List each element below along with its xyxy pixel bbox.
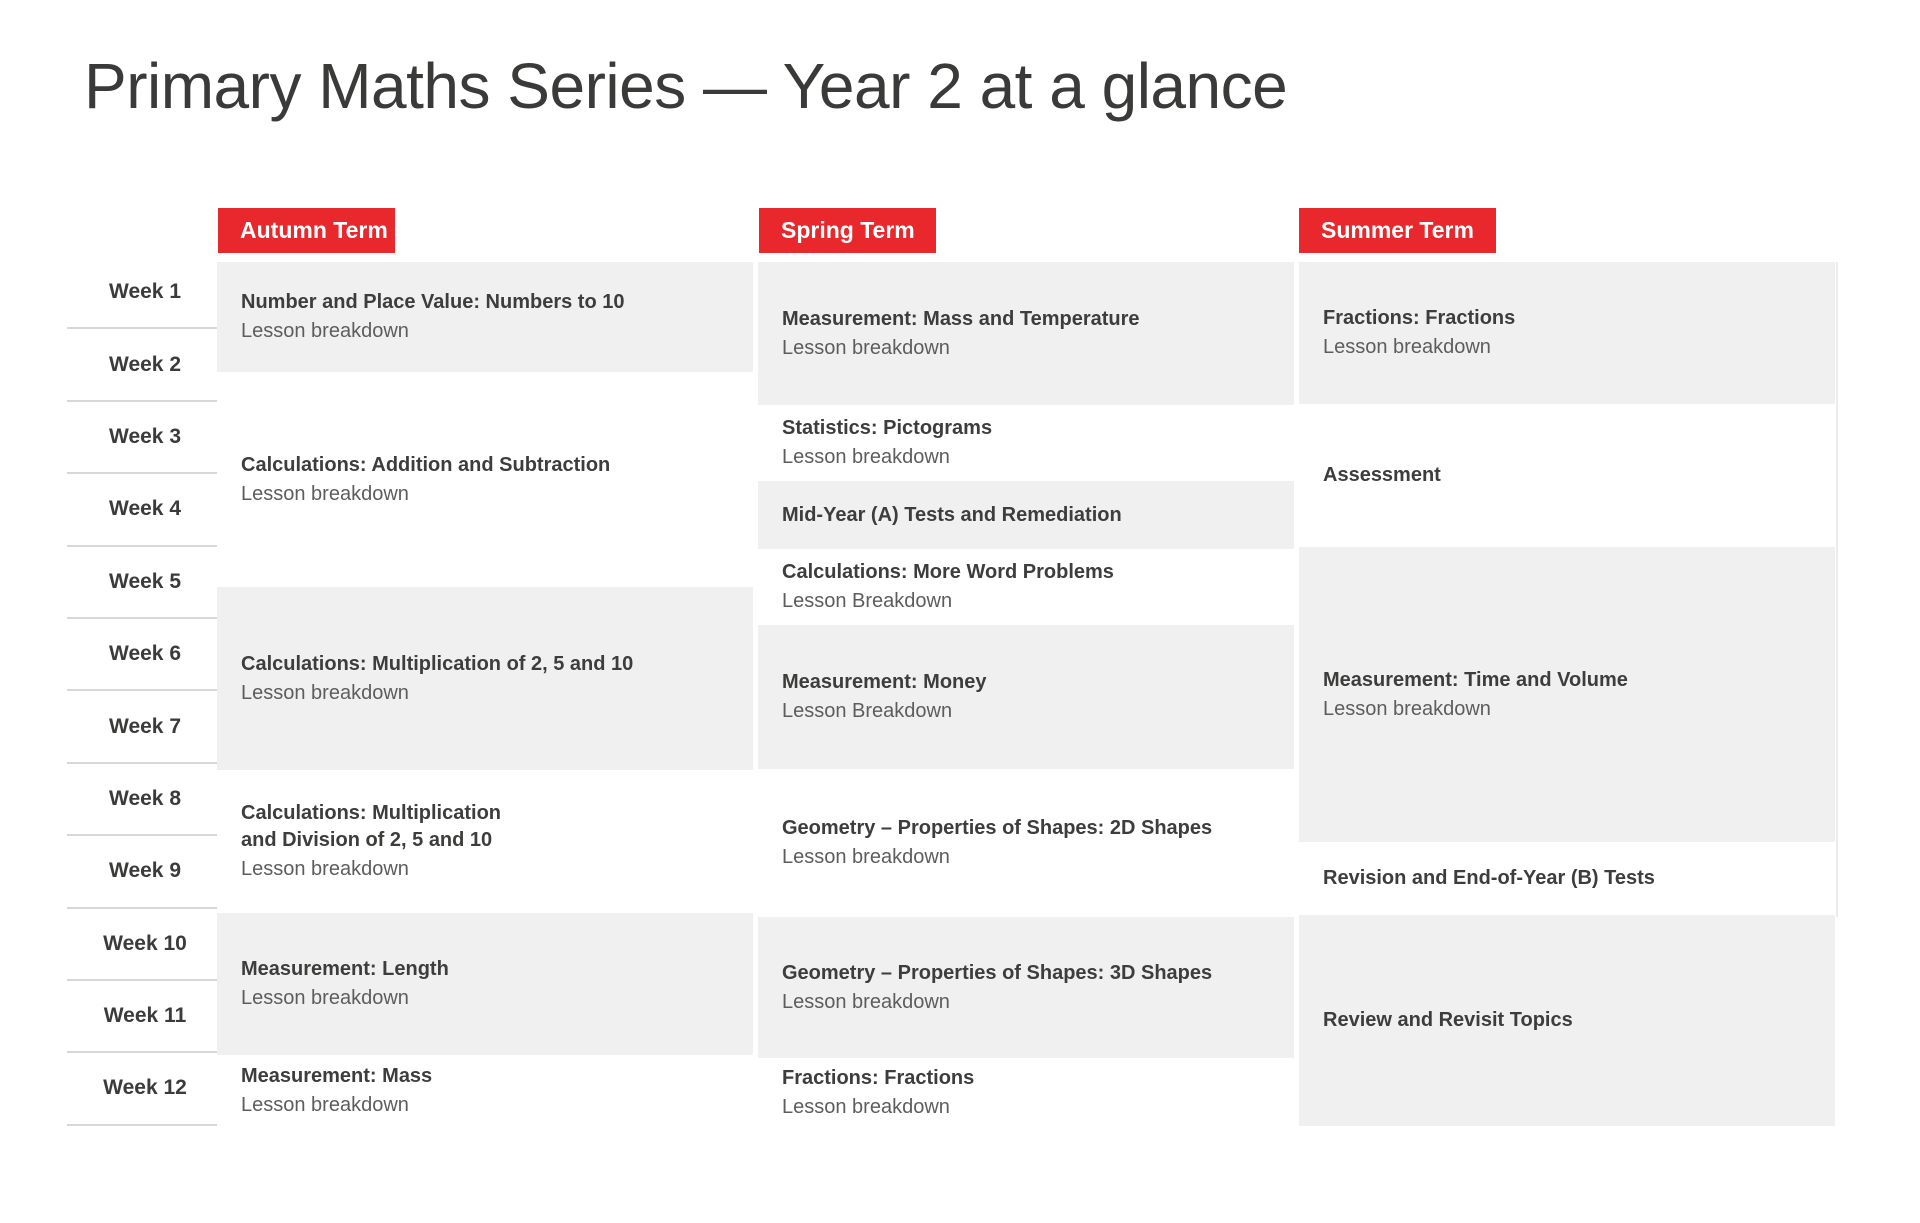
curriculum-block bbox=[1299, 404, 1835, 547]
block-title: Measurement: Money bbox=[782, 671, 987, 693]
block-subtitle: Lesson breakdown bbox=[241, 858, 409, 880]
block-title: Calculations: More Word Problems bbox=[782, 561, 1114, 583]
curriculum-block bbox=[758, 262, 1294, 405]
week-row bbox=[67, 764, 217, 836]
curriculum-block bbox=[1299, 842, 1835, 915]
curriculum-block bbox=[217, 1055, 753, 1126]
week-row bbox=[67, 691, 217, 763]
block-subtitle: Lesson Breakdown bbox=[782, 590, 953, 612]
curriculum-block bbox=[758, 481, 1294, 549]
block-title: Measurement: Mass and Temperature bbox=[782, 307, 1140, 330]
block-title: Measurement: Length bbox=[241, 958, 449, 980]
week-label: Week 5 bbox=[109, 569, 181, 593]
week-row bbox=[67, 402, 217, 474]
block-subtitle: Lesson breakdown bbox=[241, 987, 409, 1009]
block-title: Number and Place Value: Numbers to 10 bbox=[241, 291, 625, 313]
week-column bbox=[67, 257, 217, 1126]
week-row bbox=[67, 619, 217, 691]
week-label: Week 3 bbox=[109, 424, 181, 448]
column-edge-line bbox=[1836, 262, 1838, 917]
term-header-autumn: Autumn Term bbox=[218, 208, 395, 253]
week-row bbox=[67, 329, 217, 401]
curriculum-block bbox=[758, 405, 1294, 481]
week-row bbox=[67, 981, 217, 1053]
block-title-line2: and Division of 2, 5 and 10 bbox=[241, 829, 493, 851]
curriculum-block bbox=[1299, 915, 1835, 1126]
week-label: Week 10 bbox=[103, 931, 187, 955]
week-label: Week 4 bbox=[109, 497, 181, 521]
curriculum-block bbox=[758, 769, 1294, 917]
week-row bbox=[67, 836, 217, 908]
week-label: Week 11 bbox=[103, 1004, 187, 1028]
block-subtitle: Lesson breakdown bbox=[241, 482, 409, 505]
block-subtitle: Lesson breakdown bbox=[241, 681, 409, 704]
week-label: Week 8 bbox=[109, 786, 181, 810]
week-label: Week 7 bbox=[109, 714, 181, 738]
curriculum-block bbox=[1299, 262, 1835, 404]
block-title: Assessment bbox=[1323, 464, 1441, 486]
block-title: Review and Revisit Topics bbox=[1323, 1009, 1573, 1031]
week-row bbox=[67, 1053, 217, 1125]
week-label: Week 12 bbox=[103, 1076, 187, 1100]
week-row bbox=[67, 547, 217, 619]
term-header-summer: Summer Term bbox=[1299, 208, 1496, 253]
curriculum-block bbox=[758, 1058, 1294, 1128]
block-subtitle: Lesson breakdown bbox=[1323, 697, 1491, 720]
block-title: Mid-Year (A) Tests and Remediation bbox=[782, 503, 1122, 526]
curriculum-block bbox=[217, 587, 753, 770]
block-title: Fractions: Fractions bbox=[782, 1067, 975, 1089]
block-subtitle: Lesson breakdown bbox=[1323, 336, 1491, 358]
page-title: Primary Maths Series — Year 2 at a glance bbox=[84, 50, 1288, 122]
curriculum-block bbox=[1299, 547, 1835, 842]
block-title: Calculations: Multiplication bbox=[241, 802, 502, 824]
week-label: Week 2 bbox=[109, 352, 181, 376]
curriculum-block bbox=[758, 625, 1294, 769]
block-subtitle: Lesson breakdown bbox=[782, 1096, 950, 1118]
curriculum-block bbox=[758, 549, 1294, 625]
curriculum-block bbox=[217, 770, 753, 913]
block-title: Calculations: Multiplication of 2, 5 and 10 bbox=[241, 652, 634, 675]
block-title: Geometry – Properties of Shapes: 2D Shapes bbox=[782, 817, 1213, 839]
week-label: Week 1 bbox=[109, 280, 181, 304]
block-subtitle: Lesson breakdown bbox=[241, 1093, 409, 1116]
block-title: Geometry – Properties of Shapes: 3D Shapes bbox=[782, 961, 1213, 984]
block-subtitle: Lesson breakdown bbox=[782, 846, 950, 868]
block-subtitle: Lesson breakdown bbox=[782, 446, 950, 468]
curriculum-block bbox=[217, 913, 753, 1055]
block-title: Statistics: Pictograms bbox=[782, 417, 993, 439]
block-title: Measurement: Time and Volume bbox=[1323, 668, 1628, 691]
block-subtitle: Lesson breakdown bbox=[782, 990, 950, 1013]
curriculum-block bbox=[217, 262, 753, 372]
curriculum-block bbox=[217, 372, 753, 587]
week-row bbox=[67, 474, 217, 546]
week-label: Week 6 bbox=[109, 642, 181, 666]
block-subtitle: Lesson Breakdown bbox=[782, 700, 953, 722]
block-title: Calculations: Addition and Subtraction bbox=[241, 453, 611, 476]
week-row bbox=[67, 909, 217, 981]
block-subtitle: Lesson breakdown bbox=[241, 320, 409, 342]
week-row bbox=[67, 257, 217, 329]
block-subtitle: Lesson breakdown bbox=[782, 336, 950, 359]
block-title: Revision and End-of-Year (B) Tests bbox=[1323, 867, 1655, 889]
week-label: Week 9 bbox=[109, 859, 181, 883]
curriculum-block bbox=[758, 917, 1294, 1058]
block-title: Fractions: Fractions bbox=[1323, 307, 1516, 329]
term-header-spring: Spring Term bbox=[759, 208, 936, 253]
block-title: Measurement: Mass bbox=[241, 1064, 433, 1087]
